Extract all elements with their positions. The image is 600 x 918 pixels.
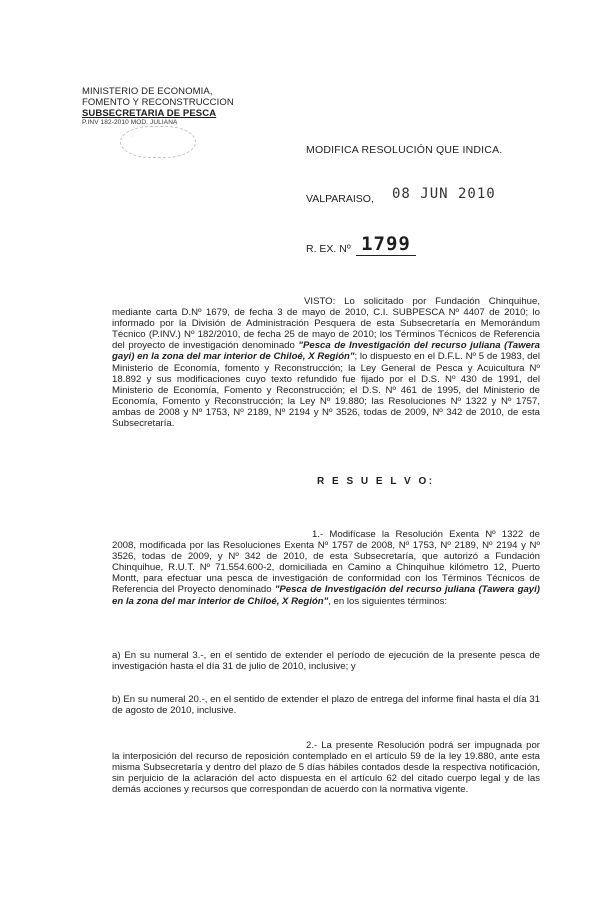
resuelvo-heading: R E S U E L V O: bbox=[317, 476, 435, 487]
item-b-text: b) En su numeral 20.-, en el sentido de extender el plazo de entrega del informe final hasta el día 31 de agosto de 2010, inclusive. bbox=[112, 694, 540, 717]
item-a-text: a) En su numeral 3.-, en el sentido de extender el período de ejecución de la presente pesca de investigación hasta el día 31 de julio de 2010, inclusive; y bbox=[112, 650, 540, 673]
item-a-paragraph bbox=[112, 650, 540, 672]
resolution-number: 1799 bbox=[356, 233, 416, 256]
visto-paragraph bbox=[112, 296, 540, 429]
ministry-line-1: MINISTERIO DE ECONOMIA, bbox=[82, 86, 213, 97]
official-seal-stamp bbox=[120, 126, 196, 158]
ministry-line-3: SUBSECRETARIA DE PESCA bbox=[82, 108, 217, 119]
ministry-line-2: FOMENTO Y RECONSTRUCCION bbox=[82, 97, 234, 108]
article-1-paragraph bbox=[112, 529, 540, 607]
date-stamp: 08 JUN 2010 bbox=[392, 186, 496, 202]
item-b-paragraph bbox=[112, 694, 540, 716]
article-1-rest: , en los siguientes términos: bbox=[328, 595, 448, 607]
resolution-label: R. EX. Nº bbox=[306, 243, 351, 255]
article-1-project-name: "Pesca de Investigación del recurso juliana (Tawera gayi) en la zona del mar interior de Chiloé, X Región" bbox=[112, 584, 540, 607]
article-2-text: 2.- La presente Resolución podrá ser impugnada por la interposición del recurso de reposición contemplado en el artículo 59 de la ley 19.880, ante esta misma Subsecretaría y dentro del plazo de 5 días hábiles contados desde la respectiva notificación, sin perjuicio de la aclaración del acto dispuesta en el artículo 62 del citado cuerpo legal y de las demás acciones y recursos que correspondan de acuerdo con la normativa vigente. bbox=[112, 740, 540, 796]
article-2-paragraph bbox=[112, 740, 540, 795]
ministry-letterhead bbox=[82, 86, 234, 127]
visto-project-name: "Pesca de Investigación del recurso juliana (Tawera gayi) en la zona del mar interior de Chiloé, X Región" bbox=[112, 340, 541, 363]
article-1-lead: 1.- Modifícase la Resolución Exenta Nº 1322 de 2008, modificada por las Resoluciones Exenta Nº 1757 de 2008, Nº 1753, Nº 2189, Nº 2194 y Nº 3526, todas de 2009, y Nº 342 de 2010, de esta Subsecretaría, que autorizó a Fundación Chinquihue, R.U.T. Nº 71.554.600-2, domiciliada en Camino a Chinquihue kilómetro 12, Puerto Montt, para efectuar una pesca de investigación de conformidad con los Términos Técnicos de Referencia del Proyecto denominado bbox=[112, 529, 540, 596]
place-label: VALPARAISO, bbox=[306, 193, 374, 205]
document-title: MODIFICA RESOLUCIÓN QUE INDICA. bbox=[306, 144, 503, 156]
visto-rest: ; lo dispuesto en el D.F.L. Nº 5 de 1983, del Ministerio de Economía, fomento y Reconstrucción; la Ley General de Pesca y Acuicultura Nº 18.892 y sus modificaciones cuyo texto refundido fue fijado por el D.S. Nº 430 de 1991, del Ministerio de Economía, Fomento y Reconstrucción; el D.S. Nº 461 de 1995, del Ministerio de Economía, Fomento y Reconstrucción; la Ley Nº 19.880; las Resoluciones Nº 1322 y Nº 1757, ambas de 2008 y Nº 1753, Nº 2189, Nº 2194 y Nº 3526, todas de 2009, Nº 342 de 2010, de esta Subsecretaría. bbox=[112, 351, 540, 430]
stamp-mark-icon: ◌ bbox=[131, 133, 135, 139]
visto-lead: VISTO: Lo solicitado por Fundación Chinquihue, mediante carta D.Nº 1679, de fecha 3 de mayo de 2010, C.I. SUBPESCA Nº 4407 de 2010; lo informado por la División de Administración Pesquera de esta Subsecretaría en Memorándum Técnico (P.INV.) Nº 182/2010, de fecha 25 de mayo de 2010; los Términos Técnicos de Referencia del proyecto de investigación denominado bbox=[112, 296, 540, 352]
reference-line: P.INV 182-2010 MOD. JULIANA bbox=[82, 119, 178, 126]
